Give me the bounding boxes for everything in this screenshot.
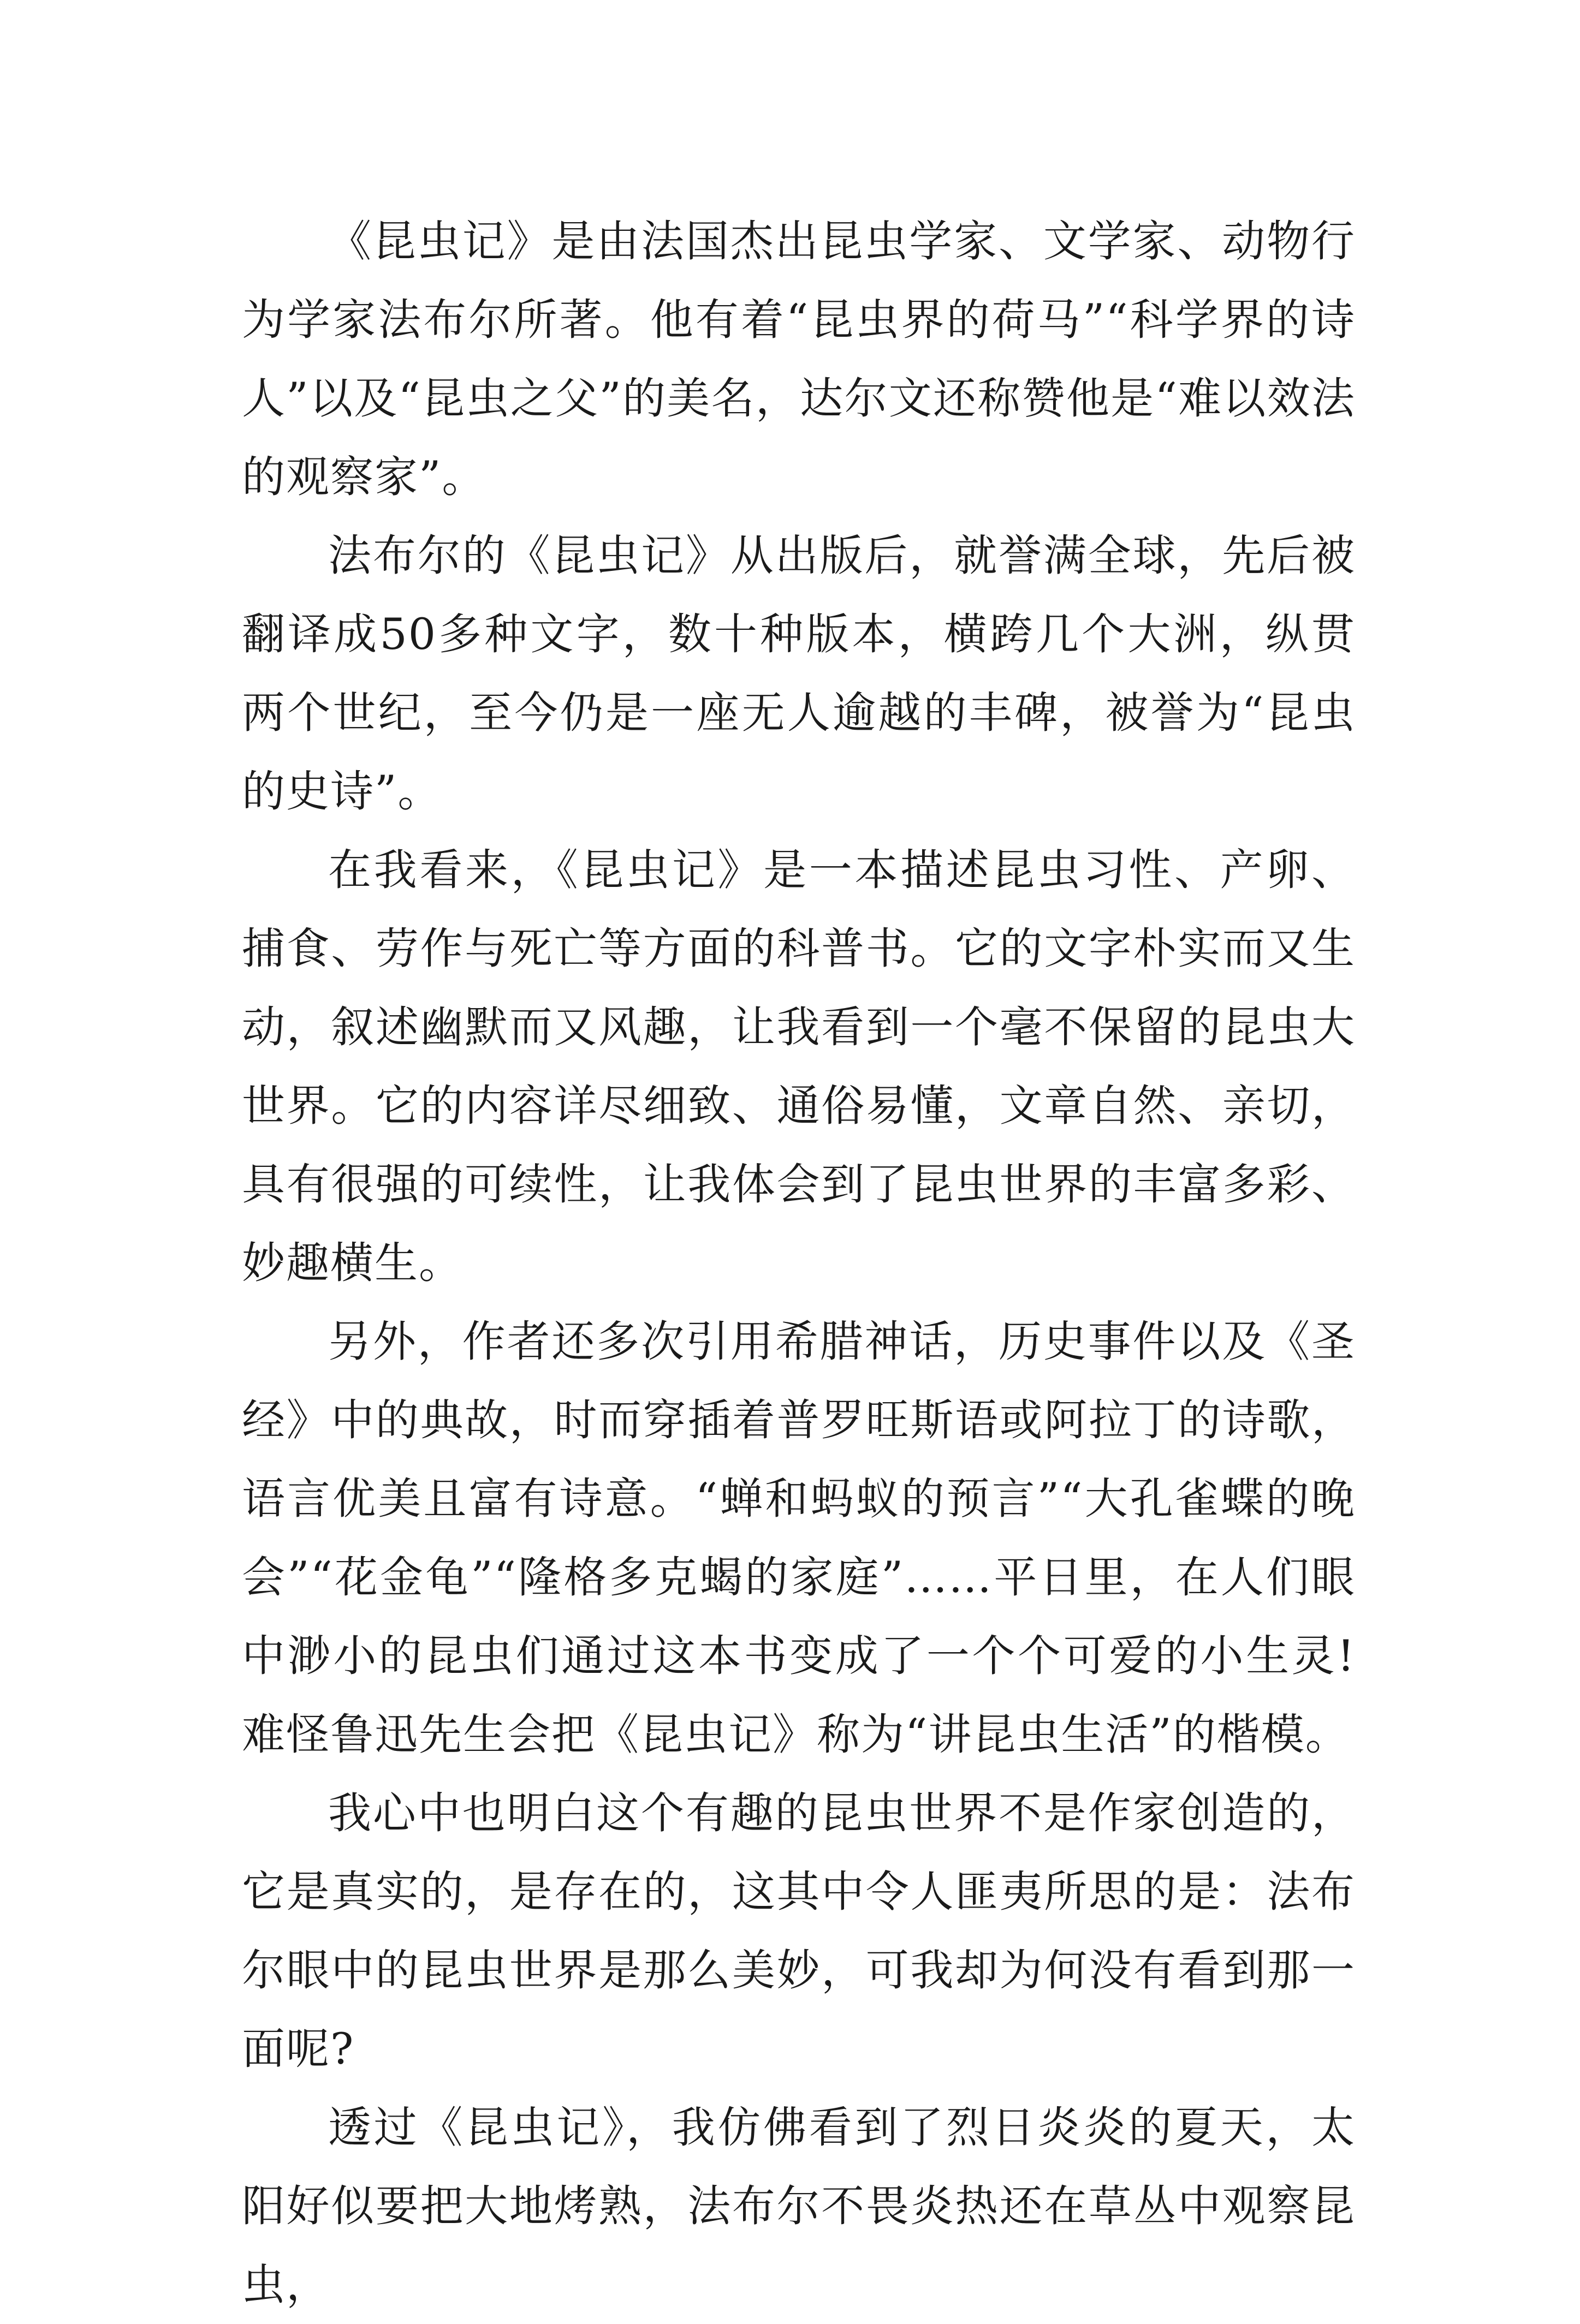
- paragraph-4: 另外，作者还多次引用希腊神话，历史事件以及《圣经》中的典故，时而穿插着普罗旺斯语或阿拉丁的诗歌，语言优美且富有诗意。“蝉和蚂蚁的预言”“大孔雀蝶的晚会”“花金龟”“隆格多克蝎的家庭”……平日里，在人们眼中渺小的昆虫们通过这本书变成了一个个可爱的小生灵!难怪鲁迅先生会把《昆虫记》称为“讲昆虫生活”的楷模。: [242, 1316, 1356, 1760]
- paragraph-1: 《昆虫记》是由法国杰出昆虫学家、文学家、动物行为学家法布尔所著。他有着“昆虫界的荷马”“科学界的诗人”以及“昆虫之父”的美名，达尔文还称赞他是“难以效法的观察家”。: [242, 216, 1356, 502]
- paragraph-6: 透过《昆虫记》，我仿佛看到了烈日炎炎的夏天，太阳好似要把大地烤熟，法布尔不畏炎热还在草丛中观察昆虫，: [242, 2102, 1356, 2310]
- paragraph-2: 法布尔的《昆虫记》从出版后，就誉满全球，先后被翻译成50多种文字，数十种版本，横跨几个大洲，纵贯两个世纪，至今仍是一座无人逾越的丰碑，被誉为“昆虫的史诗”。: [242, 531, 1356, 817]
- paragraph-3: 在我看来，《昆虫记》是一本描述昆虫习性、产卵、捕食、劳作与死亡等方面的科普书。它的文字朴实而又生动，叙述幽默而又风趣，让我看到一个毫不保留的昆虫大世界。它的内容详尽细致、通俗易懂，文章自然、亲切，具有很强的可续性，让我体会到了昆虫世界的丰富多彩、妙趣横生。: [242, 845, 1356, 1288]
- document-body: [242, 202, 1356, 2324]
- paragraph-5: 我心中也明白这个有趣的昆虫世界不是作家创造的，它是真实的，是存在的，这其中令人匪夷所思的是：法布尔眼中的昆虫世界是那么美妙，可我却为何没有看到那一面呢?: [242, 1788, 1356, 2074]
